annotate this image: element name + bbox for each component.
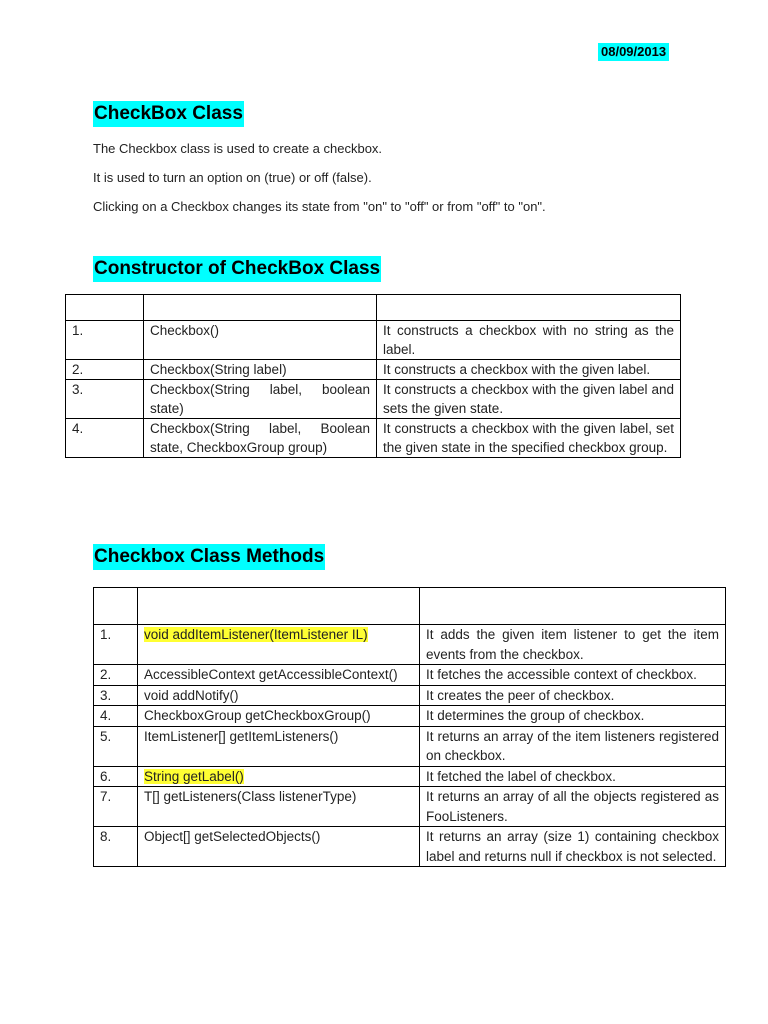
constructor-description: It constructs a checkbox with the given label. [377, 360, 681, 380]
table-row [94, 706, 726, 727]
constructor-signature: Checkbox() [144, 321, 377, 360]
methods-table [93, 587, 726, 867]
table-row [66, 360, 681, 380]
method-signature: AccessibleContext getAccessibleContext() [138, 665, 420, 686]
constructor-description: It constructs a checkbox with no string as the label. [377, 321, 681, 360]
table-row [94, 766, 726, 787]
table-row [66, 321, 681, 360]
header-cell [66, 295, 144, 321]
method-description: It determines the group of checkbox. [420, 706, 726, 727]
header-cell [144, 295, 377, 321]
table-row [94, 685, 726, 706]
intro-paragraph-3: Clicking on a Checkbox changes its state from "on" to "off" or from "off" to "on". [93, 199, 546, 214]
highlighted-method: String getLabel() [144, 768, 244, 784]
constructors-table [65, 294, 681, 458]
table-header-row [66, 295, 681, 321]
heading-checkbox-class: CheckBox Class [93, 101, 244, 127]
method-description: It returns an array (size 1) containing checkbox label and returns null if checkbox is not selected. [420, 827, 726, 867]
heading-constructors: Constructor of CheckBox Class [93, 256, 381, 282]
header-cell [420, 588, 726, 625]
constructor-signature: Checkbox(String label) [144, 360, 377, 380]
method-signature: CheckboxGroup getCheckboxGroup() [138, 706, 420, 727]
row-number: 3. [66, 380, 144, 419]
method-signature [138, 766, 420, 787]
row-number: 2. [94, 665, 138, 686]
constructor-description: It constructs a checkbox with the given label, set the given state in the specified checkbox group. [377, 419, 681, 458]
row-number: 4. [94, 706, 138, 727]
highlighted-method: void addItemListener(ItemListener IL) [144, 627, 368, 642]
table-row [66, 380, 681, 419]
intro-paragraph-2: It is used to turn an option on (true) or off (false). [93, 170, 372, 185]
heading-methods: Checkbox Class Methods [93, 544, 325, 570]
method-signature: ItemListener[] getItemListeners() [138, 726, 420, 766]
row-number: 3. [94, 685, 138, 706]
constructor-signature: Checkbox(String label, Boolean state, CheckboxGroup group) [144, 419, 377, 458]
table-row [94, 726, 726, 766]
method-description: It returns an array of all the objects registered as FooListeners. [420, 787, 726, 827]
row-number: 1. [94, 625, 138, 665]
table-row [94, 665, 726, 686]
row-number: 8. [94, 827, 138, 867]
intro-paragraph-1: The Checkbox class is used to create a checkbox. [93, 141, 383, 156]
method-description: It fetches the accessible context of checkbox. [420, 665, 726, 686]
row-number: 2. [66, 360, 144, 380]
table-row [94, 787, 726, 827]
method-signature: void addNotify() [138, 685, 420, 706]
table-row [94, 827, 726, 867]
header-cell [94, 588, 138, 625]
row-number: 1. [66, 321, 144, 360]
table-row [94, 625, 726, 665]
table-header-row [94, 588, 726, 625]
header-cell [138, 588, 420, 625]
method-description: It returns an array of the item listeners registered on checkbox. [420, 726, 726, 766]
table-row [66, 419, 681, 458]
method-signature: T[] getListeners(Class listenerType) [138, 787, 420, 827]
header-cell [377, 295, 681, 321]
method-description: It fetched the label of checkbox. [420, 766, 726, 787]
method-description: It adds the given item listener to get the item events from the checkbox. [420, 625, 726, 665]
row-number: 7. [94, 787, 138, 827]
row-number: 6. [94, 766, 138, 787]
document-date: 08/09/2013 [598, 43, 669, 61]
method-description: It creates the peer of checkbox. [420, 685, 726, 706]
constructor-signature: Checkbox(String label, boolean state) [144, 380, 377, 419]
method-signature [138, 625, 420, 665]
method-signature: Object[] getSelectedObjects() [138, 827, 420, 867]
constructor-description: It constructs a checkbox with the given label and sets the given state. [377, 380, 681, 419]
row-number: 4. [66, 419, 144, 458]
row-number: 5. [94, 726, 138, 766]
